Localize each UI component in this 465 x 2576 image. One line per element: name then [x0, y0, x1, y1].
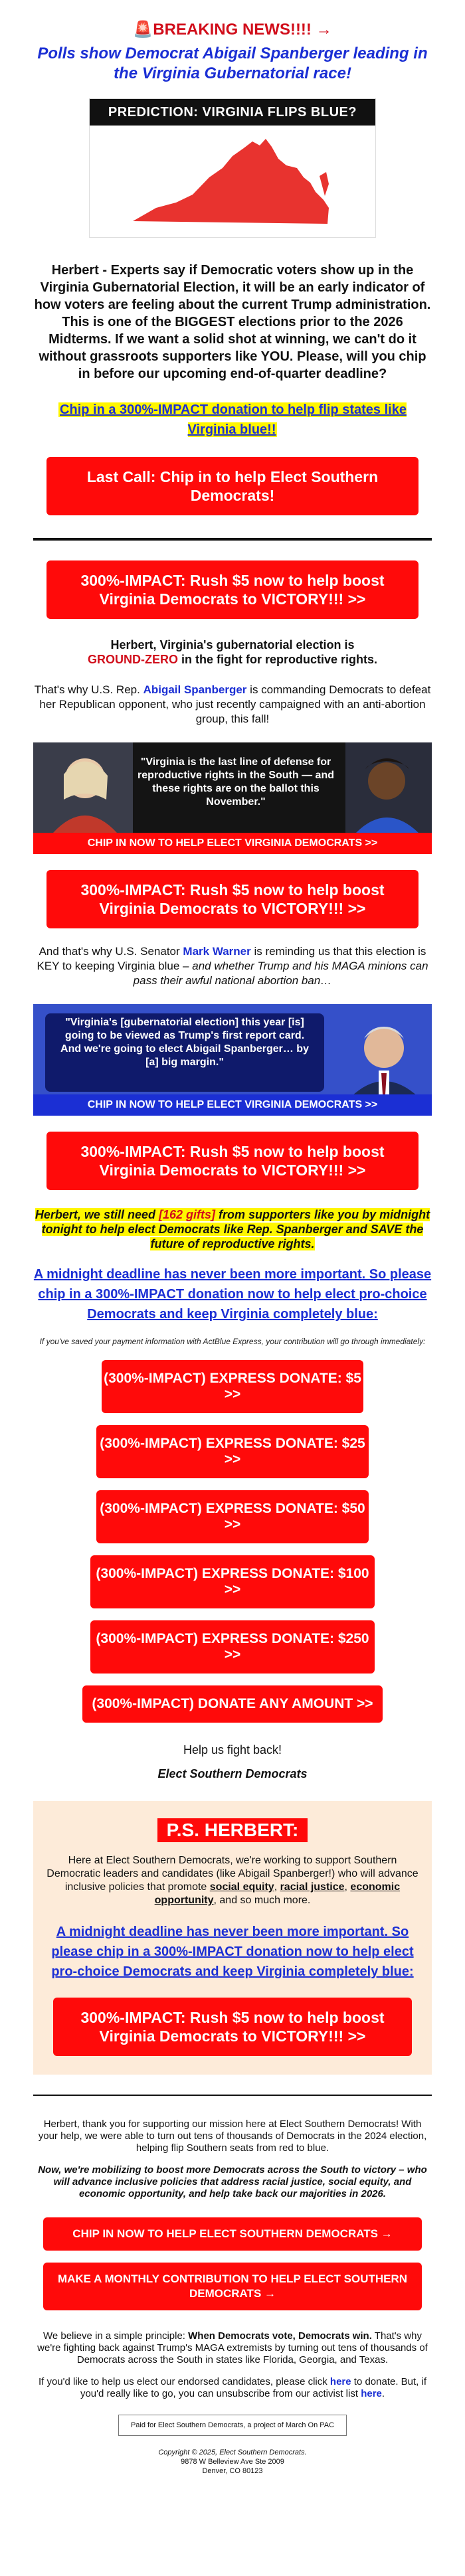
ground-zero-emphasis: GROUND-ZERO	[87, 653, 178, 666]
ground-zero-statement	[33, 638, 432, 667]
warner-mid: is reminding us that this election is KEY to keeping Virginia blue –	[37, 945, 426, 972]
principle-bold: When Democrats vote, Democrats win.	[188, 2330, 372, 2342]
warner-paragraph	[33, 944, 432, 988]
footer-mobilizing: Now, we're mobilizing to boost more Democrats across the South to victory – who will advance inclusive policies that address racial justice, social equity, and economic opportunity, and help take back our majorities in 2026.	[38, 2164, 427, 2199]
ps-term-economic-opportunity: economic opportunity	[154, 1881, 401, 1906]
headline: Polls show Democrat Abigail Spanberger leading in the Virginia Gubernatorial race!	[37, 44, 428, 82]
footer-divider	[33, 2095, 432, 2096]
actblue-note: If you've saved your payment information with ActBlue Express, your contribution will go through immediately:	[39, 1337, 426, 1346]
address-line-1: 9878 W Belleview Ave Ste 2009	[181, 2458, 284, 2466]
ps-deadline-link[interactable]: A midnight deadline has never been more important. So please chip in a 300%-IMPACT donation now to help elect pro-choice Democrats and keep Virginia completely blue:	[51, 1925, 414, 1979]
footer-chip-in-button[interactable]: CHIP IN NOW TO HELP ELECT SOUTHERN DEMOCRATS →	[43, 2217, 422, 2251]
email-body	[33, 0, 432, 2489]
ps-term-racial-justice: racial justice	[280, 1881, 345, 1893]
warner-quote-banner[interactable]	[33, 1004, 432, 1116]
donate-5-button[interactable]: (300%-IMPACT) EXPRESS DONATE: $5 >>	[102, 1360, 363, 1413]
donate-100-button[interactable]: (300%-IMPACT) EXPRESS DONATE: $100 >>	[90, 1555, 375, 1608]
donate-250-button[interactable]: (300%-IMPACT) EXPRESS DONATE: $250 >>	[90, 1620, 375, 1674]
warner-quote: "Virginia's [gubernatorial election] this year [is] going to be viewed as Trump's first report card. And we're going to elect Abigail Spanberger… by [a] big margin."	[60, 1017, 309, 1068]
warner-italic: and whether Trump and his MAGA minions can pass their awful national abortion ban…	[133, 960, 428, 987]
gift-count: [162 gifts]	[158, 1208, 216, 1221]
donate-any-amount-button[interactable]: (300%-IMPACT) DONATE ANY AMOUNT >>	[82, 1685, 383, 1723]
ps-term-social-equity: social equity	[209, 1881, 274, 1893]
donate-50-button[interactable]: (300%-IMPACT) EXPRESS DONATE: $50 >>	[96, 1490, 369, 1543]
ps-paragraph: Here at Elect Southern Democrats, we're working to support Southern Democratic leaders and candidates (like Abigail Spanberger!) who will advance inclusive policies that promote social equity, racial justice, economic opportunity, and so much more.	[46, 1855, 418, 1906]
spanberger-rest: is commanding Democrats to defeat her Republican opponent, who just recently campaigned with an anti-abortion group, this fall!	[39, 683, 431, 725]
gift-after: from supporters like you by midnight tonight to help elect Democrats like Rep. Spanberger and SAVE the future of reproductive rights.	[41, 1208, 430, 1250]
spanberger-quote-banner[interactable]	[33, 742, 432, 854]
ps-rush-5-button[interactable]: 300%-IMPACT: Rush $5 now to help boost Virginia Democrats to VICTORY!!! >>	[53, 1998, 412, 2056]
intro-paragraph: Herbert - Experts say if Democratic voters show up in the Virginia Gubernatorial Election, it will be an early indicator of how voters are feeling about the current Trump administration. This is one of the BIGGEST elections prior to the 2026 Midterms. If we want a solid shot at winning, we can't do it without grassroots supporters like YOU. Please, will you chip in before our upcoming end-of-quarter deadline?	[34, 263, 431, 381]
ground-zero-line-a: Herbert, Virginia's gubernatorial election is	[110, 638, 355, 651]
spanberger-quote: "Virginia is the last line of defense for reproductive rights in the South — and these rights are on the ballot this November."	[137, 756, 334, 808]
footer-principle	[33, 2330, 432, 2366]
ps-text-before: Here at Elect Southern Democrats, we're working to support Southern Democratic leaders and candidates (like Abigail Spanberger!) who will advance inclusive policies that promote	[46, 1855, 418, 1893]
spanberger-intro: That's why U.S. Rep.	[34, 683, 140, 696]
gift-goal-highlight	[35, 1208, 430, 1250]
virginia-map-image[interactable]	[89, 98, 376, 238]
donate-here-link[interactable]: here	[329, 2376, 351, 2387]
principle-after: That's why we're fighting back against Trump's MAGA extremists by turning out tens of thousands of Democrats across the South in states like Florida, Georgia, and Texas.	[37, 2330, 428, 2365]
spanberger-banner-cta[interactable]: CHIP IN NOW TO HELP ELECT VIRGINIA DEMOCRATS >>	[33, 833, 432, 854]
express-donate-buttons	[33, 1360, 432, 1723]
unsub-1: If you'd like to help us elect our endorsed candidates, please click	[38, 2376, 327, 2387]
copyright-text: Copyright © 2025, Elect Southern Democrats.	[158, 2448, 307, 2456]
signature: Elect Southern Democrats	[157, 1767, 308, 1780]
footer-thanks: Herbert, thank you for supporting our mission here at Elect Southern Democrats! With your help, we were able to turn out tens of thousands of Democrats in the 2024 election, helping flip Southern seats from red to blue.	[38, 2118, 427, 2154]
footer-unsubscribe	[33, 2376, 432, 2400]
rush-5-button[interactable]: 300%-IMPACT: Rush $5 now to help boost Virginia Democrats to VICTORY!!! >>	[46, 560, 418, 619]
last-call-button[interactable]: Last Call: Chip in to help Elect Southern Democrats!	[46, 457, 418, 515]
unsub-2: to donate. But, if you'd really like to go, you can unsubscribe from our activist list	[80, 2376, 427, 2399]
spanberger-paragraph	[33, 683, 432, 727]
principle-before: We believe in a simple principle:	[43, 2330, 185, 2342]
spanberger-name: Abigail Spanberger	[143, 683, 247, 696]
donate-25-button[interactable]: (300%-IMPACT) EXPRESS DONATE: $25 >>	[96, 1425, 369, 1478]
deadline-link[interactable]: A midnight deadline has never been more important. So please chip in a 300%-IMPACT donation now to help elect pro-choice Democrats and keep Virginia completely blue:	[33, 1267, 432, 1322]
gift-goal-statement	[33, 1207, 432, 1251]
breaking-news-heading: 🚨BREAKING NEWS!!!! →	[133, 21, 332, 39]
rush-5-button-3[interactable]: 300%-IMPACT: Rush $5 now to help boost Virginia Democrats to VICTORY!!! >>	[46, 1132, 418, 1190]
virginia-state-shape-icon	[130, 136, 335, 229]
unsub-3: .	[381, 2388, 385, 2399]
ps-text-after: and so much more.	[219, 1895, 311, 1906]
ps-title: P.S. HERBERT:	[157, 1818, 308, 1842]
map-title: PREDICTION: VIRGINIA FLIPS BLUE?	[90, 99, 375, 126]
unsubscribe-here-link[interactable]: here	[361, 2388, 382, 2399]
warner-name: Mark Warner	[183, 945, 251, 958]
address-line-2: Denver, CO 80123	[202, 2467, 263, 2475]
ps-section	[33, 1801, 432, 2075]
chip-in-highlight-link[interactable]	[33, 400, 432, 440]
warner-banner-cta[interactable]: CHIP IN NOW TO HELP ELECT VIRGINIA DEMOCRATS >>	[33, 1094, 432, 1116]
gift-before: Herbert, we still need	[35, 1208, 155, 1221]
rush-5-button-2[interactable]: 300%-IMPACT: Rush $5 now to help boost Virginia Democrats to VICTORY!!! >>	[46, 870, 418, 928]
chip-in-link-text[interactable]: Chip in a 300%-IMPACT donation to help flip states like Virginia blue!!	[60, 402, 407, 437]
divider	[33, 538, 432, 541]
ground-zero-line-b: in the fight for reproductive rights.	[181, 653, 378, 666]
paid-for-box: Paid for Elect Southern Democrats, a project of March On PAC	[118, 2415, 347, 2436]
warner-intro: And that's why U.S. Senator	[39, 945, 180, 958]
fight-back-text: Help us fight back!	[183, 1743, 282, 1757]
copyright-block	[33, 2448, 432, 2489]
footer-monthly-button[interactable]: MAKE A MONTHLY CONTRIBUTION TO HELP ELECT SOUTHERN DEMOCRATS →	[43, 2263, 422, 2310]
